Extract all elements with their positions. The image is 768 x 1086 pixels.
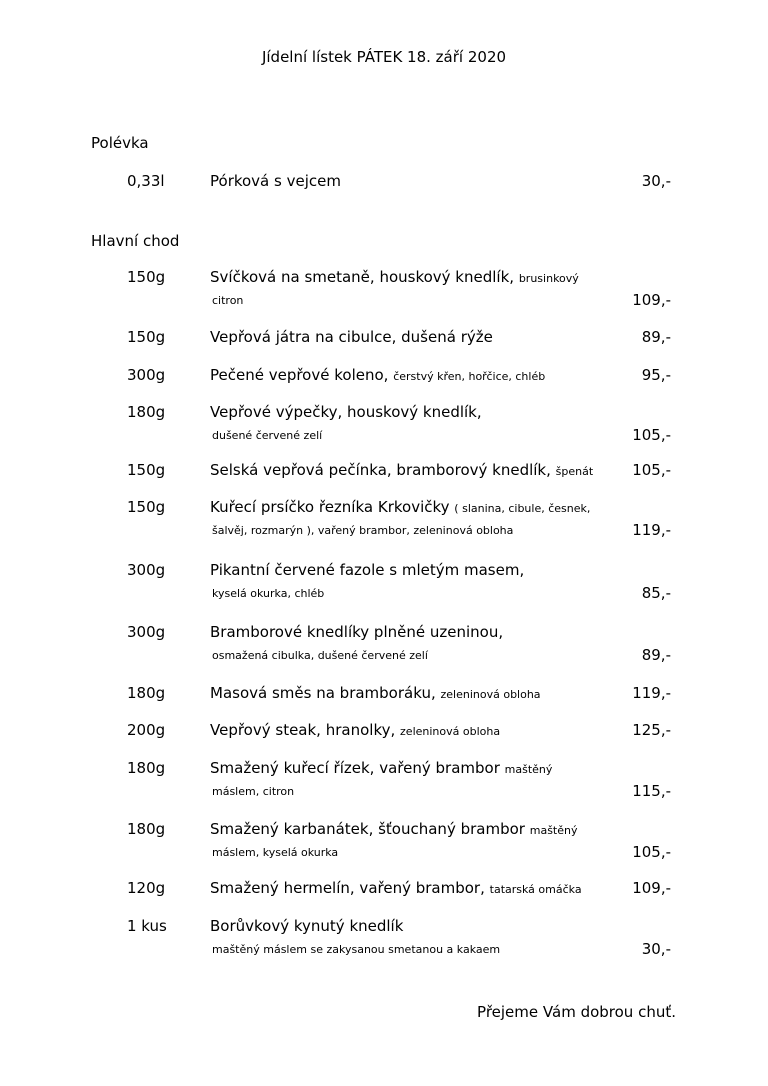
section-main: Hlavní chod [91, 232, 180, 250]
item-name-text: Selská vepřová pečínka, bramborový knedlík, [210, 461, 551, 479]
item-name [210, 461, 620, 479]
soup-qty: 0,33l [127, 172, 165, 190]
item-description: máslem, kyselá okurka [212, 846, 339, 859]
item-description: kyselá okurka, chléb [212, 587, 325, 600]
soup-price: 30,- [641, 172, 671, 190]
item-qty: 150g [127, 328, 166, 346]
item-side-note: maštěný [529, 824, 578, 837]
item-name-text: Borůvkový kynutý knedlík [210, 917, 404, 935]
item-price: 119,- [632, 521, 671, 539]
item-side-note: tatarská omáčka [489, 883, 582, 896]
item-qty: 150g [127, 268, 166, 286]
item-name-text: Pečené vepřové koleno, [210, 366, 389, 384]
item-description: dušené červené zelí [212, 429, 323, 442]
item-description: máslem, citron [212, 785, 295, 798]
item-name-text: Pikantní červené fazole s mletým masem, [210, 561, 525, 579]
item-price: 89,- [641, 328, 671, 346]
item-price: 105,- [632, 461, 671, 479]
item-description: osmažená cibulka, dušené červené zelí [212, 649, 428, 662]
item-qty: 120g [127, 879, 166, 897]
item-price: 125,- [632, 721, 671, 739]
item-side-note: špenát [555, 465, 594, 478]
item-price: 109,- [632, 291, 671, 309]
item-price: 119,- [632, 684, 671, 702]
item-side-note: zeleninová obloha [400, 725, 501, 738]
item-side-note: maštěný [504, 763, 553, 776]
item-price: 109,- [632, 879, 671, 897]
item-name [210, 759, 620, 777]
item-price: 89,- [641, 646, 671, 664]
section-soup: Polévka [91, 134, 149, 152]
item-name-text: Kuřecí prsíčko řezníka Krkovičky [210, 498, 450, 516]
item-qty: 1 kus [127, 917, 167, 935]
item-qty: 300g [127, 366, 166, 384]
item-name-text: Masová směs na bramboráku, [210, 684, 436, 702]
item-name-text: Vepřové výpečky, houskový knedlík, [210, 403, 482, 421]
item-side-note: zeleninová obloha [440, 688, 541, 701]
item-qty: 200g [127, 721, 166, 739]
item-name [210, 328, 620, 346]
item-price: 95,- [641, 366, 671, 384]
item-name-text: Smažený karbanátek, šťouchaný brambor [210, 820, 525, 838]
item-qty: 180g [127, 403, 166, 421]
item-name-text: Svíčková na smetaně, houskový knedlík, [210, 268, 515, 286]
item-qty: 150g [127, 461, 166, 479]
item-side-note: ( slanina, cibule, česnek, [454, 502, 591, 515]
item-name [210, 879, 620, 897]
item-name [210, 684, 620, 702]
item-side-note: brusinkový [518, 272, 579, 285]
item-description: šalvěj, rozmarýn ), vařený brambor, zeleninová obloha [212, 524, 514, 537]
item-qty: 300g [127, 623, 166, 641]
item-name-text: Bramborové knedlíky plněné uzeninou, [210, 623, 504, 641]
item-name-text: Smažený kuřecí řízek, vařený brambor [210, 759, 500, 777]
item-name [210, 623, 620, 641]
footer-greeting: Přejeme Vám dobrou chuť. [477, 1003, 676, 1021]
item-qty: 300g [127, 561, 166, 579]
item-side-note: čerstvý křen, hořčice, chléb [393, 370, 546, 383]
item-name-text: Vepřová játra na cibulce, dušená rýže [210, 328, 493, 346]
item-price: 115,- [632, 782, 671, 800]
item-price: 85,- [641, 584, 671, 602]
item-price: 30,- [641, 940, 671, 958]
item-qty: 150g [127, 498, 166, 516]
item-name [210, 366, 620, 384]
menu-title: Jídelní lístek PÁTEK 18. září 2020 [261, 48, 507, 66]
item-name [210, 403, 620, 421]
item-name [210, 561, 620, 579]
item-qty: 180g [127, 684, 166, 702]
item-name-text: Smažený hermelín, vařený brambor, [210, 879, 485, 897]
item-name [210, 268, 620, 286]
soup-name: Pórková s vejcem [210, 172, 341, 190]
item-name [210, 820, 620, 838]
item-name [210, 917, 620, 935]
item-description: citron [212, 294, 244, 307]
item-price: 105,- [632, 843, 671, 861]
item-price: 105,- [632, 426, 671, 444]
item-name [210, 498, 620, 516]
item-name-text: Vepřový steak, hranolky, [210, 721, 396, 739]
item-name [210, 721, 620, 739]
item-description: maštěný máslem se zakysanou smetanou a kakaem [212, 943, 501, 956]
item-qty: 180g [127, 759, 166, 777]
item-qty: 180g [127, 820, 166, 838]
